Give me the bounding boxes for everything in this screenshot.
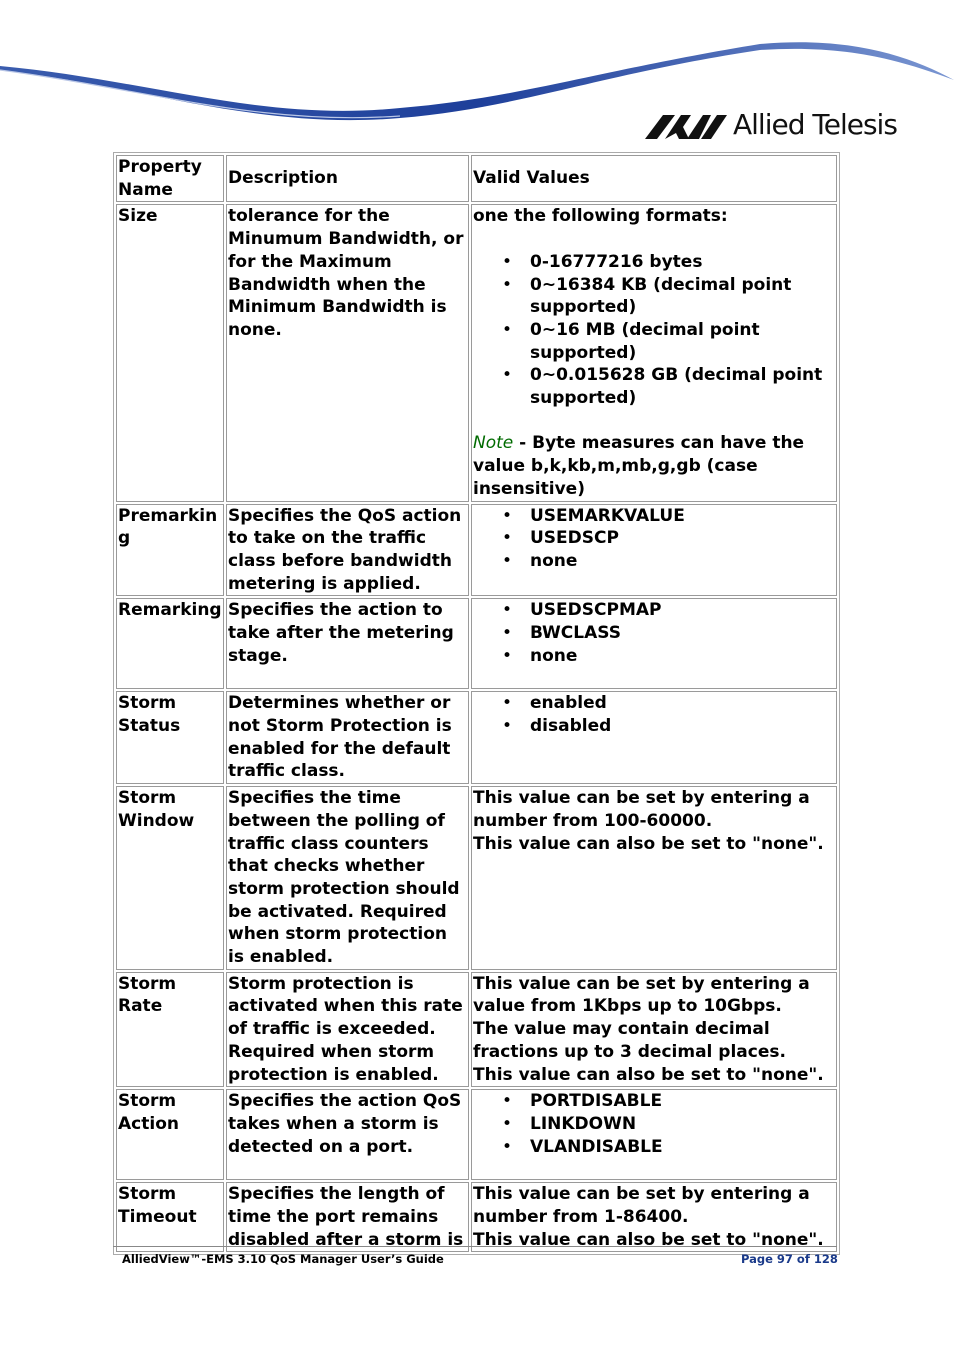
table-header-row xyxy=(116,155,837,202)
valid-values xyxy=(471,1089,837,1180)
property-name: Storm Rate xyxy=(116,972,224,1088)
note xyxy=(473,432,836,500)
property-description: Determines whether or not Storm Protection is enabled for the default traffic class. xyxy=(226,691,469,784)
list-item: • enabled xyxy=(530,692,836,715)
valid-values-line: This value can also be set to "none". xyxy=(473,1064,824,1085)
property-name: Storm Window xyxy=(116,786,224,970)
allied-telesis-logo-mark-icon xyxy=(645,115,727,139)
table-row xyxy=(116,972,837,1088)
valid-values xyxy=(471,691,837,784)
list-item: • none xyxy=(530,645,836,668)
header-property-name: Property Name xyxy=(116,155,224,202)
valid-values-line: This value can be set by entering a number from 1-86400. xyxy=(473,1184,810,1227)
list-item: • 0~0.015628 GB (decimal point supported) xyxy=(530,364,836,409)
valid-values-line: This value can also be set to "none". xyxy=(473,1229,824,1250)
table-row xyxy=(116,1182,837,1252)
valid-values-list xyxy=(473,692,836,737)
valid-values-line: This value can be set by entering a number from 100-60000. xyxy=(473,788,810,831)
note-label: Note xyxy=(473,433,514,454)
list-item: • VLANDISABLE xyxy=(530,1136,836,1159)
table-row xyxy=(116,598,837,689)
list-item: • USEMARKVALUE xyxy=(530,505,836,528)
list-item: • PORTDISABLE xyxy=(530,1090,836,1113)
property-name: Storm Timeout xyxy=(116,1182,224,1252)
allied-telesis-logo xyxy=(645,108,900,144)
list-item: • 0~16384 KB (decimal point supported) xyxy=(530,274,836,319)
valid-values-list xyxy=(473,251,836,410)
property-description: Specifies the time between the polling of traffic class counters that checks whether storm protection should be activated. Required when storm protection is enabled. xyxy=(226,786,469,970)
table-row xyxy=(116,504,837,597)
list-item: • BWCLASS xyxy=(530,622,836,645)
property-name: Storm Status xyxy=(116,691,224,784)
property-description: Storm protection is activated when this rate of traffic is exceeded. Required when storm protection is enabled. xyxy=(226,972,469,1088)
list-item: • LINKDOWN xyxy=(530,1113,836,1136)
property-description: Specifies the action QoS takes when a storm is detected on a port. xyxy=(226,1089,469,1180)
footer-divider xyxy=(113,1246,837,1247)
valid-values-list xyxy=(473,599,836,667)
list-item: • none xyxy=(530,550,836,573)
header-description: Description xyxy=(226,155,469,202)
valid-values-line: This value can be set by entering a value from 1Kbps up to 10Gbps. xyxy=(473,973,810,1017)
note-text: - Byte measures can have the value b,k,kb,m,mb,g,gb (case insensitive) xyxy=(473,433,805,499)
list-item: • USEDSCPMAP xyxy=(530,599,836,622)
property-name: Premarking xyxy=(116,504,224,597)
table-row xyxy=(116,786,837,970)
valid-values xyxy=(471,1182,837,1252)
table-row xyxy=(116,691,837,784)
footer-document-title: AlliedView™-EMS 3.10 QoS Manager User’s Guide xyxy=(122,1252,444,1266)
property-description: Specifies the action to take after the metering stage. xyxy=(226,598,469,689)
valid-values-intro: one the following formats: xyxy=(473,206,728,227)
list-item: • USEDSCP xyxy=(530,527,836,550)
table-row xyxy=(116,1089,837,1180)
valid-values xyxy=(471,504,837,597)
valid-values-line: The value may contain decimal fractions up to 3 decimal places. xyxy=(473,1019,786,1062)
valid-values-line: This value can also be set to "none". xyxy=(473,833,824,854)
list-item: • disabled xyxy=(530,715,836,738)
list-item: • 0-16777216 bytes xyxy=(530,251,836,274)
valid-values xyxy=(471,598,837,689)
property-name: Storm Action xyxy=(116,1089,224,1180)
logo-text: Allied Telesis xyxy=(733,108,897,141)
list-item: • 0~16 MB (decimal point supported) xyxy=(530,319,836,364)
property-table xyxy=(113,152,840,1255)
property-description: tolerance for the Minumum Bandwidth, or for the Maximum Bandwidth when the Minimum Bandwidth is none. xyxy=(226,204,469,501)
property-description: Specifies the QoS action to take on the traffic class before bandwidth metering is applied. xyxy=(226,504,469,597)
valid-values xyxy=(471,786,837,970)
property-name: Remarking xyxy=(116,598,224,689)
header-valid-values: Valid Values xyxy=(471,155,837,202)
property-description: Specifies the length of time the port remains disabled after a storm is xyxy=(226,1182,469,1252)
valid-values xyxy=(471,204,837,501)
footer-page-number: Page 97 of 128 xyxy=(741,1252,838,1266)
valid-values-list xyxy=(473,505,836,573)
valid-values xyxy=(471,972,837,1088)
property-name: Size xyxy=(116,204,224,501)
valid-values-list xyxy=(473,1090,836,1158)
table-row xyxy=(116,204,837,501)
